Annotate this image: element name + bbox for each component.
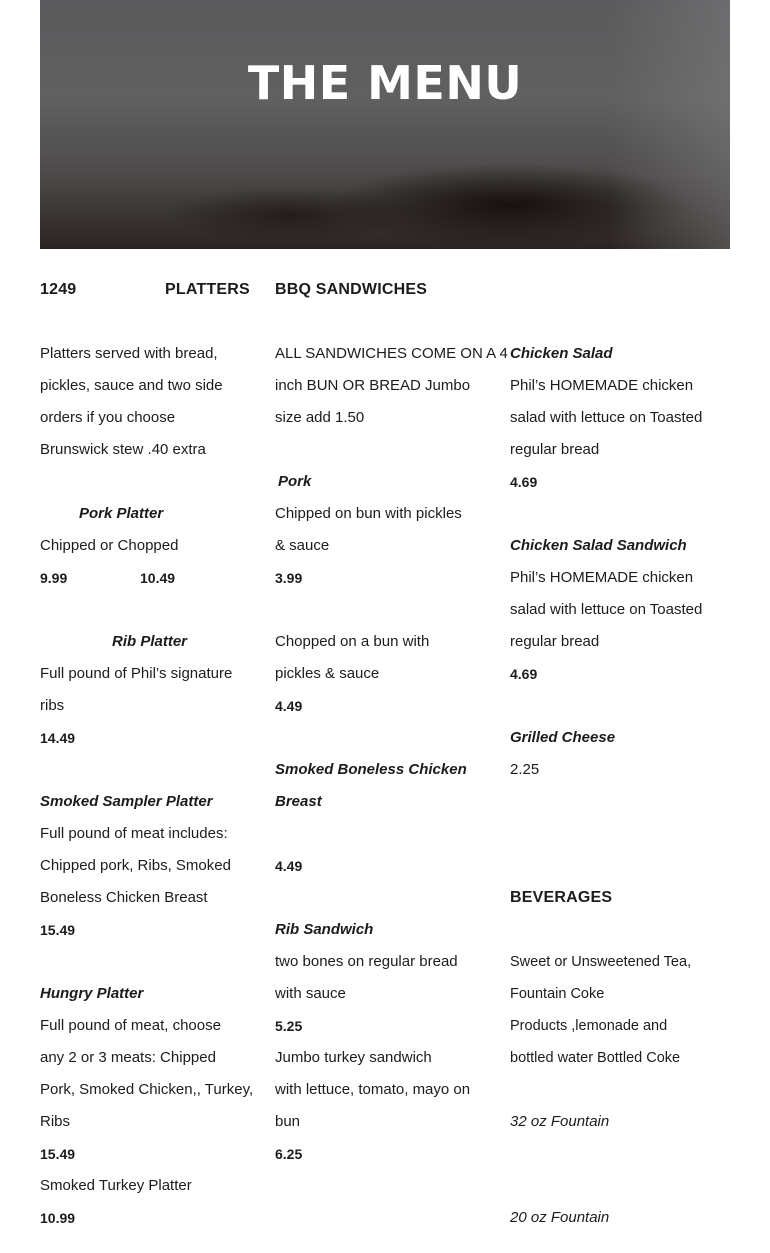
platters-intro-line: pickles, sauce and two side — [40, 377, 223, 394]
sampler-platter-desc: Full pound of meat includes: — [40, 825, 228, 842]
beverage-size: 32 oz Fountain — [510, 1113, 610, 1130]
chicken-salad-sandwich-desc: Phil’s HOMEMADE chicken — [510, 569, 694, 586]
chicken-salad-price: 4.69 — [510, 474, 538, 490]
beverages-desc: Fountain Coke — [510, 986, 605, 1002]
rib-sandwich-price: 5.25 — [275, 1018, 303, 1034]
pork-platter-desc: Chipped or Chopped — [40, 537, 179, 554]
sampler-platter-name: Smoked Sampler Platter — [40, 793, 213, 810]
page-title: THE MENU — [247, 56, 523, 110]
rib-sandwich-desc: with sauce — [275, 985, 346, 1002]
turkey-sandwich-desc: bun — [275, 1113, 301, 1130]
sampler-platter-price: 15.49 — [40, 922, 76, 938]
pork-sandwich-name: Pork — [278, 473, 312, 490]
sampler-platter-desc: Chipped pork, Ribs, Smoked — [40, 857, 231, 874]
chicken-salad-desc: Phil’s HOMEMADE chicken — [510, 377, 694, 394]
turkey-platter-price: 10.99 — [40, 1210, 76, 1226]
hungry-platter-desc: Pork, Smoked Chicken,, Turkey, — [40, 1081, 254, 1098]
chicken-salad-sandwich-desc: salad with lettuce on Toasted — [510, 601, 703, 618]
sandwiches-intro-line: size add 1.50 — [275, 409, 365, 426]
sampler-platter-desc: Boneless Chicken Breast — [40, 889, 208, 906]
platters-intro-line: orders if you choose — [40, 409, 176, 426]
pork-platter-price: 9.99 — [40, 570, 68, 586]
chicken-salad-sandwich-price: 4.69 — [510, 666, 538, 682]
chicken-salad-name: Chicken Salad — [510, 345, 613, 362]
turkey-platter-name: Smoked Turkey Platter — [40, 1177, 192, 1194]
pork-sandwich-desc: Chipped on bun with pickles — [275, 505, 462, 522]
chopped-sandwich-desc: Chopped on a bun with — [275, 633, 430, 650]
hungry-platter-name: Hungry Platter — [40, 985, 144, 1002]
chicken-sandwich-price: 4.49 — [275, 858, 303, 874]
sandwiches-intro-line: inch BUN OR BREAD Jumbo — [275, 377, 471, 394]
rib-platter-desc: Full pound of Phil’s signature — [40, 665, 233, 682]
beverages-heading: BEVERAGES — [510, 889, 613, 906]
sandwiches-intro-line: ALL SANDWICHES COME ON A 4 — [275, 345, 508, 362]
hero-banner — [40, 0, 730, 249]
hungry-platter-desc: any 2 or 3 meats: Chipped — [40, 1049, 216, 1066]
grilled-cheese-name: Grilled Cheese — [510, 729, 616, 746]
pork-platter-name: Pork Platter — [79, 505, 164, 522]
sandwiches-heading: BBQ SANDWICHES — [275, 281, 428, 298]
chicken-salad-sandwich-name: Chicken Salad Sandwich — [510, 537, 687, 554]
hungry-platter-desc: Full pound of meat, choose — [40, 1017, 221, 1034]
turkey-sandwich-price: 6.25 — [275, 1146, 303, 1162]
rib-sandwich-name: Rib Sandwich — [275, 921, 374, 938]
turkey-sandwich-desc: with lettuce, tomato, mayo on — [275, 1081, 471, 1098]
rib-platter-price: 14.49 — [40, 730, 76, 746]
rib-platter-desc: ribs — [40, 697, 65, 714]
chopped-sandwich-desc: pickles & sauce — [275, 665, 380, 682]
beverages-desc: bottled water Bottled Coke — [510, 1050, 681, 1066]
chicken-salad-desc: regular bread — [510, 441, 600, 458]
pork-platter-price-alt: 10.49 — [140, 570, 176, 586]
chopped-sandwich-price: 4.49 — [275, 698, 303, 714]
platters-heading: PLATTERS — [165, 281, 250, 298]
beverages-desc: Products ,lemonade and — [510, 1018, 668, 1034]
pork-sandwich-price: 3.99 — [275, 570, 303, 586]
chicken-sandwich-name: Breast — [275, 793, 322, 810]
beverages-desc: Sweet or Unsweetened Tea, — [510, 954, 692, 970]
chicken-sandwich-name: Smoked Boneless Chicken — [275, 761, 467, 778]
rib-sandwich-desc: two bones on regular bread — [275, 953, 458, 970]
hungry-platter-desc: Ribs — [40, 1113, 71, 1130]
turkey-sandwich-desc: Jumbo turkey sandwich — [275, 1049, 432, 1066]
menu-number: 1249 — [40, 281, 77, 298]
chicken-salad-desc: salad with lettuce on Toasted — [510, 409, 703, 426]
beverage-size: 20 oz Fountain — [510, 1209, 610, 1226]
rib-platter-name: Rib Platter — [112, 633, 188, 650]
platters-intro-line: Brunswick stew .40 extra — [40, 441, 206, 458]
pork-sandwich-desc: & sauce — [275, 537, 330, 554]
grilled-cheese-price: 2.25 — [510, 761, 540, 778]
hungry-platter-price: 15.49 — [40, 1146, 76, 1162]
chicken-salad-sandwich-desc: regular bread — [510, 633, 600, 650]
platters-intro-line: Platters served with bread, — [40, 345, 218, 362]
